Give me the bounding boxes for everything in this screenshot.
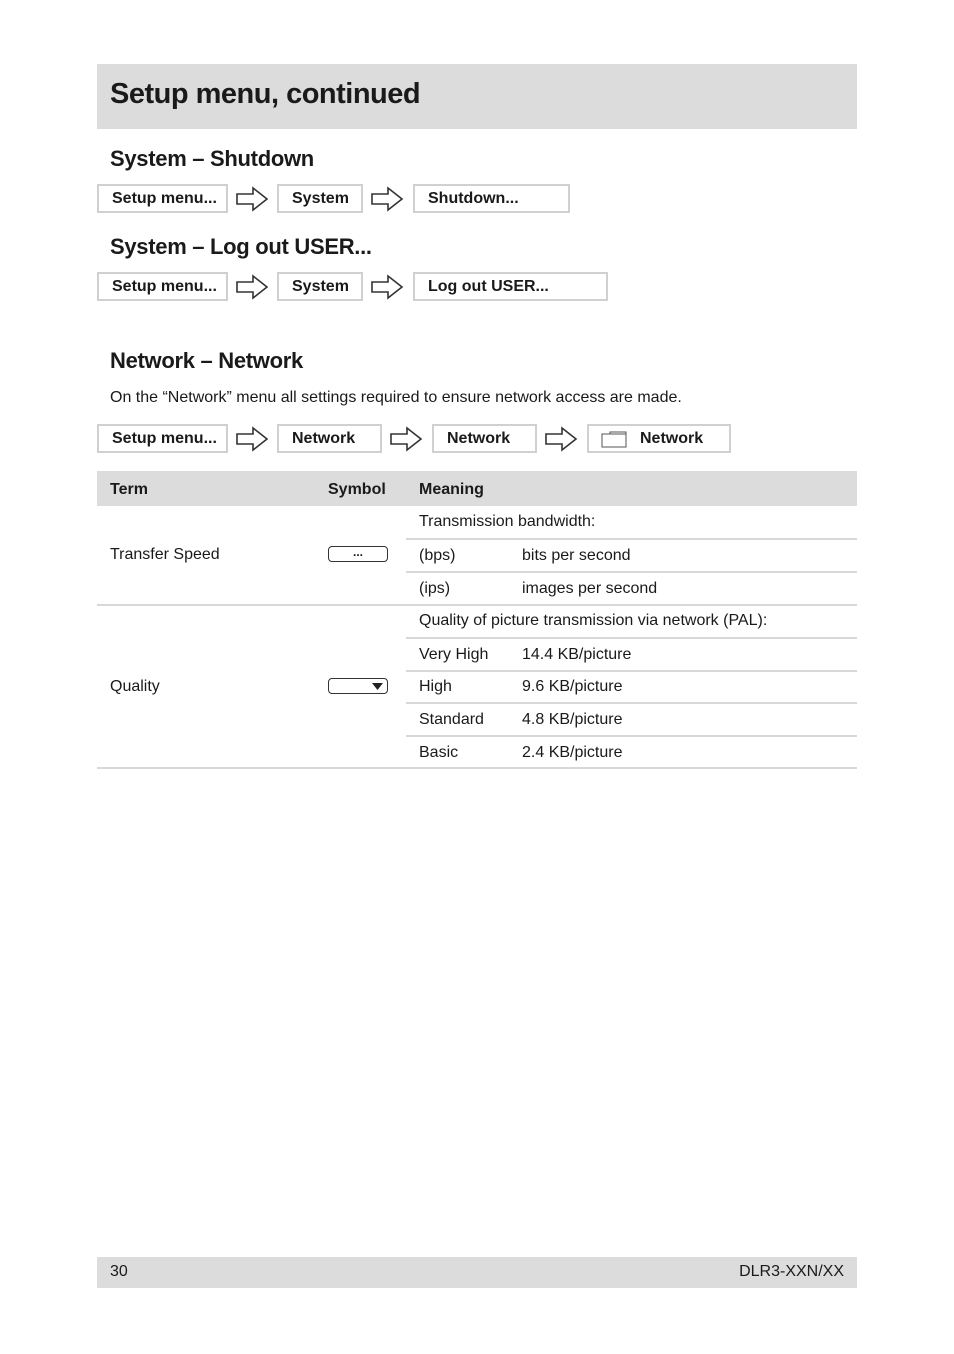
- table-cell-meaning-key: (bps): [419, 547, 456, 564]
- table-cell-term: Transfer Speed: [110, 546, 220, 563]
- breadcrumb-network-tab: Network: [587, 424, 731, 453]
- tab-folder-icon: [601, 431, 627, 448]
- arrow-right-icon: [235, 426, 269, 452]
- arrow-right-icon: [370, 186, 404, 212]
- network-description: On the “Network” menu all settings required to ensure network access are made.: [110, 389, 682, 406]
- dropdown-icon: [328, 678, 388, 694]
- ellipsis-button-icon: ...: [328, 546, 388, 562]
- row-divider: [406, 538, 857, 540]
- column-header-term: Term: [110, 481, 148, 498]
- table-cell-term: Quality: [110, 678, 160, 695]
- arrow-right-icon: [235, 186, 269, 212]
- table-cell-meaning-key: Basic: [419, 744, 459, 761]
- row-divider: [97, 604, 857, 606]
- row-divider: [406, 571, 857, 573]
- section-heading-shutdown: System – Shutdown: [110, 146, 314, 171]
- page-number: 30: [110, 1263, 128, 1280]
- column-header-meaning: Meaning: [419, 481, 484, 498]
- table-cell-meaning-value: 4.8 KB/picture: [522, 711, 623, 728]
- table-cell-meaning-key: Very High: [419, 646, 489, 663]
- table-cell-meaning-value: images per second: [522, 580, 658, 597]
- breadcrumb-setup-menu: Setup menu...: [97, 184, 228, 213]
- table-cell-meaning-key: Standard: [419, 711, 484, 728]
- arrow-right-icon: [370, 274, 404, 300]
- arrow-right-icon: [544, 426, 578, 452]
- table-cell-meaning-intro: Transmission bandwidth:: [419, 513, 596, 530]
- breadcrumb-log-out-user: Log out USER...: [413, 272, 608, 301]
- table-cell-meaning-key: (ips): [419, 580, 451, 597]
- arrow-right-icon: [389, 426, 423, 452]
- section-heading-logout: System – Log out USER...: [110, 234, 372, 259]
- model-number: DLR3-XXN/XX: [739, 1263, 844, 1280]
- arrow-right-icon: [235, 274, 269, 300]
- breadcrumb-network: Network: [277, 424, 382, 453]
- table-cell-meaning-value: 9.6 KB/picture: [522, 678, 623, 695]
- chevron-down-icon: [372, 683, 383, 690]
- row-divider: [406, 670, 857, 672]
- section-heading-network: Network – Network: [110, 348, 303, 373]
- column-header-symbol: Symbol: [328, 481, 386, 498]
- breadcrumb-network-2: Network: [432, 424, 537, 453]
- table-cell-meaning-intro: Quality of picture transmission via network (PAL):: [419, 612, 768, 629]
- table-cell-meaning-value: 14.4 KB/picture: [522, 646, 632, 663]
- breadcrumb-system: System: [277, 272, 363, 301]
- row-divider: [406, 735, 857, 737]
- row-divider: [406, 637, 857, 639]
- breadcrumb-setup-menu: Setup menu...: [97, 272, 228, 301]
- table-cell-meaning-value: bits per second: [522, 547, 631, 564]
- page-title: Setup menu, continued: [110, 78, 421, 110]
- breadcrumb-system: System: [277, 184, 363, 213]
- table-cell-meaning-value: 2.4 KB/picture: [522, 744, 623, 761]
- breadcrumb-setup-menu: Setup menu...: [97, 424, 228, 453]
- table-cell-meaning-key: High: [419, 678, 452, 695]
- table-bottom-border: [97, 767, 857, 769]
- row-divider: [406, 702, 857, 704]
- breadcrumb-shutdown: Shutdown...: [413, 184, 570, 213]
